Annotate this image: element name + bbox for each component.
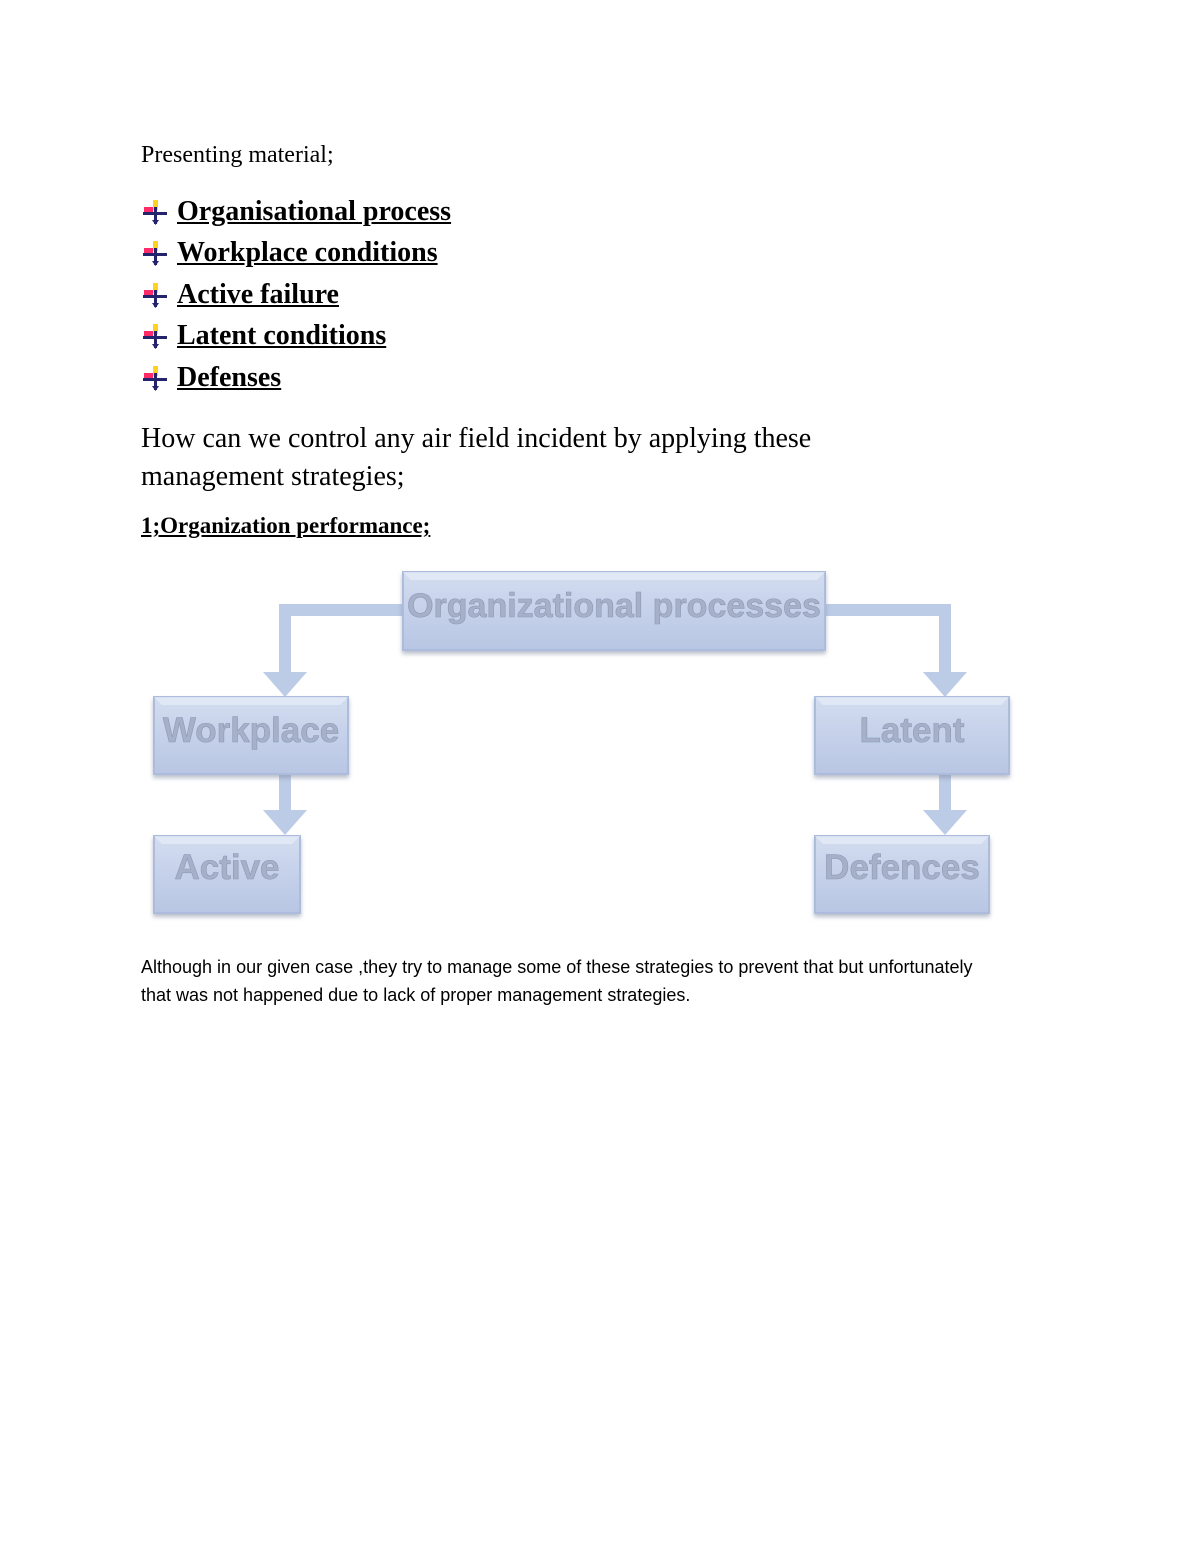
box-label-workplace: Workplace [162, 711, 340, 750]
box-organizational-processes [403, 572, 825, 650]
box-label-defences: Defences [824, 848, 980, 887]
box-label-organizational-processes: Organizational processes [407, 587, 821, 625]
bullet-label: Active failure [177, 278, 339, 310]
box-latent [815, 697, 1009, 774]
box-defences [815, 836, 989, 913]
section-heading: 1;Organization performance; [141, 513, 431, 538]
bullet-label: Organisational process [177, 195, 452, 227]
bullet-label: Workplace conditions [177, 237, 438, 269]
connector-right-bottom [923, 774, 967, 835]
intro-text: Presenting material; [141, 142, 334, 168]
connector-right-top [825, 604, 967, 697]
bullet-label: Defenses [177, 361, 282, 393]
closing-note: Although in our given case ,they try to manage some of these strategies to prevent that but unfortunately that was not happened due to lack of proper management strategies. [141, 957, 973, 1005]
box-label-latent: Latent [859, 711, 965, 750]
box-active [154, 836, 300, 913]
box-label-active: Active [174, 848, 280, 887]
box-workplace [154, 697, 348, 774]
connector-left-top [263, 604, 405, 697]
connector-left-bottom [263, 774, 307, 835]
question-text: How can we control any air field incident by applying these management strategies; [141, 423, 812, 492]
bullet-label: Latent conditions [177, 320, 387, 352]
